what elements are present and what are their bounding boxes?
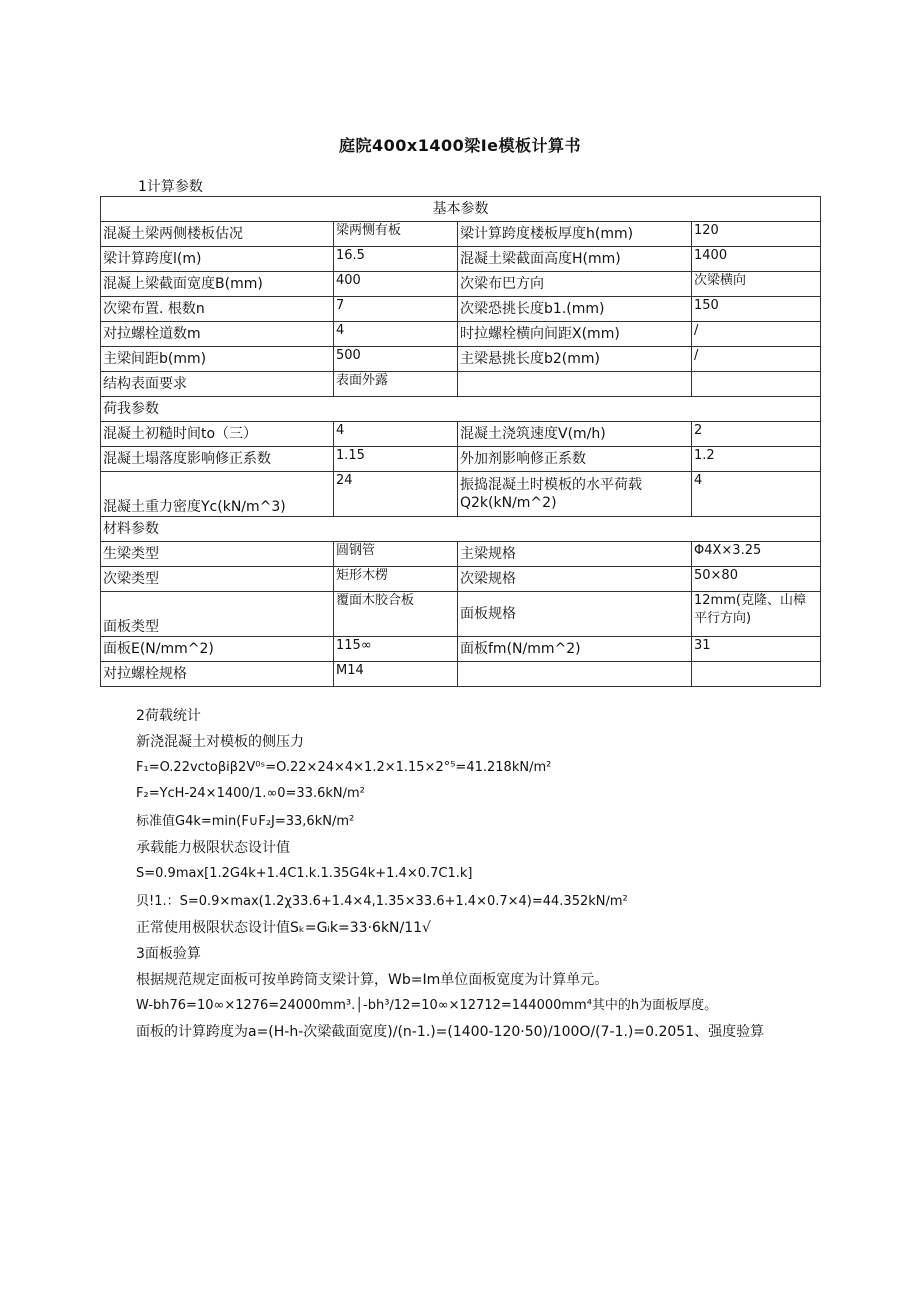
table-cell: 时拉螺栓横向间距X(mm) xyxy=(458,322,692,347)
table-cell: 混凝上梁截面宽度B(mm) xyxy=(101,272,334,297)
table-cell: 梁计算跨度楼板厚度h(mm) xyxy=(458,222,692,247)
formula-w: W-bh76=10∞×1276=24000mm³.│-bh³∕12=10∞×12712=144000mm⁴其中的h为面板厚度。 xyxy=(136,998,718,1013)
table-cell: 振捣混凝土时模板的水平荷载Q2k(kN∕m^2) xyxy=(458,472,692,517)
parameter-table xyxy=(100,196,821,687)
table-row xyxy=(101,567,821,592)
table-cell: 覆面木胶合板 xyxy=(334,592,458,637)
table-header-row xyxy=(101,517,821,542)
formula-standard: 标准值G4k=min(F∪F₂J=33,6kN∕m² xyxy=(136,814,355,829)
table-cell xyxy=(458,662,692,687)
document-title: 庭院400x1400梁Ie模板计算书 xyxy=(338,136,582,155)
table-cell: 16.5 xyxy=(334,247,458,272)
calculation-body xyxy=(136,703,836,1045)
text-line: 根据规范规定面板可按单跨筒支梁计算，Wb=Im单位面板宽度为计算单元。 xyxy=(136,972,609,988)
table-cell: 31 xyxy=(692,637,821,662)
table-row xyxy=(101,542,821,567)
table-cell: 主梁间距b(mm) xyxy=(101,347,334,372)
table-row xyxy=(101,662,821,687)
table-cell: 混凝土梁截面高度H(mm) xyxy=(458,247,692,272)
table-cell: 混凝土重力密度Yc(kN∕m^3) xyxy=(101,472,334,517)
text-line: 正常使用极限状态设计值Sₖ=Gᵢk=33·6kN∕11√ xyxy=(136,920,431,936)
table-row xyxy=(101,637,821,662)
table-row xyxy=(101,247,821,272)
table-row xyxy=(101,322,821,347)
table-row xyxy=(101,422,821,447)
table-cell: 4 xyxy=(334,422,458,447)
table-cell: 混凝土梁两侧楼板估况 xyxy=(101,222,334,247)
table-cell: 115∞ xyxy=(334,637,458,662)
text-line: 新浇混凝土对模板的侧压力 xyxy=(136,734,304,750)
table-cell: 面板规格 xyxy=(458,592,692,637)
text-line: 承载能力极限状态设计值 xyxy=(136,840,290,856)
table-cell: 24 xyxy=(334,472,458,517)
table-cell: 矩形木楞 xyxy=(334,567,458,592)
table-cell xyxy=(692,372,821,397)
table-cell: / xyxy=(692,322,821,347)
table-cell: 次梁规格 xyxy=(458,567,692,592)
table-cell: 1.2 xyxy=(692,447,821,472)
table-cell: 1400 xyxy=(692,247,821,272)
table-cell: 7 xyxy=(334,297,458,322)
table-cell: 面板fm(N/mm^2) xyxy=(458,637,692,662)
table-cell: 2 xyxy=(692,422,821,447)
table-cell: / xyxy=(692,347,821,372)
table-cell: 1.15 xyxy=(334,447,458,472)
table-cell: 50×80 xyxy=(692,567,821,592)
formula-s-value: 贝!1.：S=0.9×max(1.2χ33.6+1.4×4,1.35×33.6+1.4×0.7×4)=44.352kN∕m² xyxy=(136,894,628,909)
section-heading-panel: 3面板验算 xyxy=(136,946,201,962)
table-row xyxy=(101,272,821,297)
table-cell: 150 xyxy=(692,297,821,322)
table-cell: 混凝土浇筑速度V(m∕h) xyxy=(458,422,692,447)
table-cell: 外加剂影响修正系数 xyxy=(458,447,692,472)
table-cell: 次梁类型 xyxy=(101,567,334,592)
table-cell xyxy=(692,662,821,687)
table-cell: 表面外露 xyxy=(334,372,458,397)
table-cell xyxy=(458,372,692,397)
table-cell: 主梁规格 xyxy=(458,542,692,567)
formula-s: S=0.9max[1.2G4k+1.4C1.k.1.35G4k+1.4×0.7C1.k] xyxy=(136,866,473,881)
table-cell: 梁计算跨度l(m) xyxy=(101,247,334,272)
table-cell: 对拉螺栓道数m xyxy=(101,322,334,347)
table-cell: 12mm(克隆、山樟平行方向) xyxy=(692,592,821,637)
basic-params-header: 基本参数 xyxy=(101,197,821,222)
table-header-row xyxy=(101,197,821,222)
table-cell: 面板类型 xyxy=(101,592,334,637)
table-cell: 500 xyxy=(334,347,458,372)
table-cell: 结构表面要求 xyxy=(101,372,334,397)
table-cell: M14 xyxy=(334,662,458,687)
table-cell: 400 xyxy=(334,272,458,297)
load-params-header: 荷我参数 xyxy=(101,397,821,422)
table-cell: 面板E(N∕mm^2) xyxy=(101,637,334,662)
table-cell: Φ4X×3.25 xyxy=(692,542,821,567)
table-cell: 次梁恐挑长度b1.(mm) xyxy=(458,297,692,322)
table-row xyxy=(101,222,821,247)
table-row xyxy=(101,347,821,372)
table-cell: 4 xyxy=(334,322,458,347)
text-line: 面板的计算跨度为a=(H-h-次梁截面宽度)∕(n-1.)=(1400-120·50)/100O/(7-1.)=0.2051、强度验算 xyxy=(136,1024,765,1040)
table-cell: 主梁悬挑长度b2(mm) xyxy=(458,347,692,372)
table-header-row xyxy=(101,397,821,422)
table-cell: 圆钢管 xyxy=(334,542,458,567)
table-cell: 混凝土初糙时间to（三） xyxy=(101,422,334,447)
section-heading-params: 1计算参数 xyxy=(138,179,203,195)
table-cell: 梁两恻有板 xyxy=(334,222,458,247)
formula-f2: F₂=YcH-24×1400∕1.∞0=33.6kN∕m² xyxy=(136,786,365,801)
formula-f1: F₁=O.22vctoβiβ2V⁰ˢ=O.22×24×4×1.2×1.15×2°⁵=41.218kN∕m² xyxy=(136,760,552,775)
table-row xyxy=(101,592,821,637)
table-cell: 生梁类型 xyxy=(101,542,334,567)
table-cell: 次梁布巴方向 xyxy=(458,272,692,297)
table-cell: 对拉螺栓规格 xyxy=(101,662,334,687)
table-row xyxy=(101,472,821,517)
table-row xyxy=(101,297,821,322)
table-cell: 4 xyxy=(692,472,821,517)
table-cell: 次梁横向 xyxy=(692,272,821,297)
table-row xyxy=(101,372,821,397)
table-cell: 混凝土塌落度影响修正系数 xyxy=(101,447,334,472)
section-heading-loads: 2荷载统计 xyxy=(136,708,201,724)
material-params-header: 材料参数 xyxy=(101,517,821,542)
table-cell: 120 xyxy=(692,222,821,247)
table-row xyxy=(101,447,821,472)
table-cell: 次梁布置. 根数n xyxy=(101,297,334,322)
